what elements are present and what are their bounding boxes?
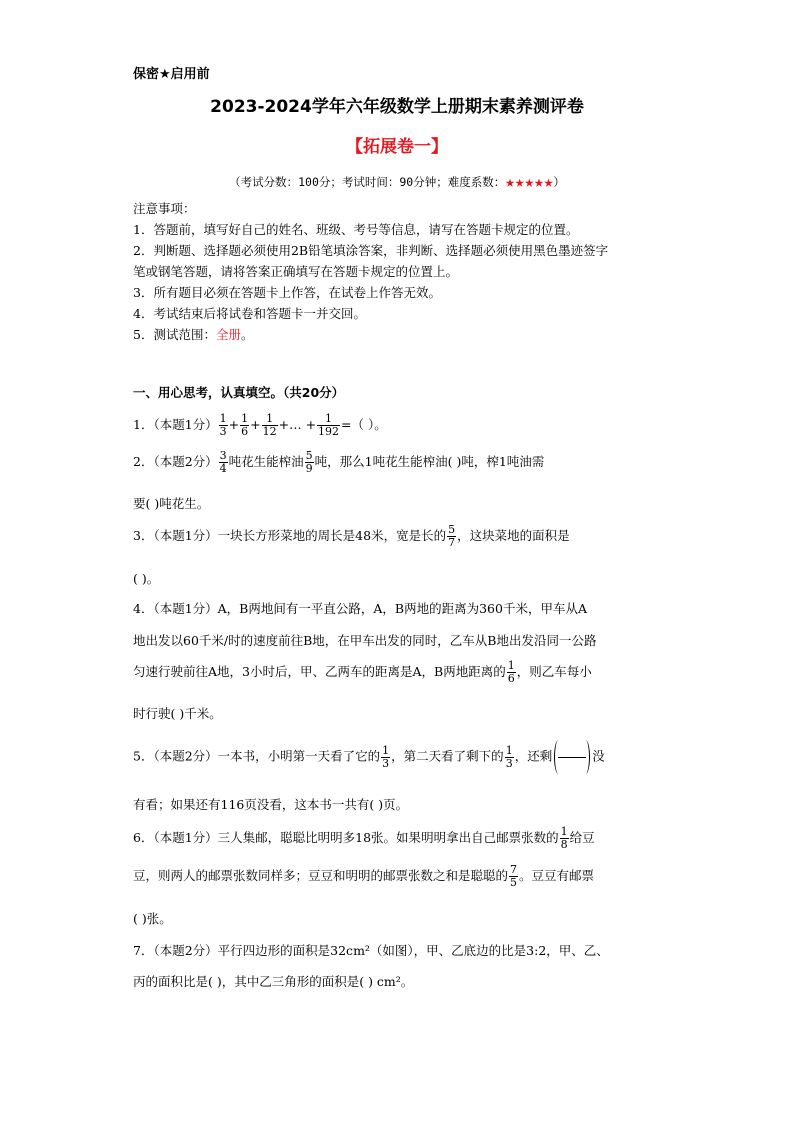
q1-frac-1: $\frac{1}{3}$ [219,412,227,438]
note-item-2b: 笔或钢笔答题，请将答案正确填写在答题卡规定的位置上。 [133,264,459,279]
question-4-line-4: 时行驶( )千米。 [133,706,222,721]
confidential-mark: 保密★启用前 [133,67,210,82]
note-item-2a: 2．判断题、选择题必须使用2B铅笔填涂答案，非判断、选择题必须使用黑色墨迹签字 [133,243,609,258]
question-4-line-2: 地出发以60千米/时的速度前往B地，在甲车出发的同时，乙车从B地出发沿同一公路 [133,633,597,648]
note-item-4: 4．考试结束后将试卷和答题卡一并交回。 [133,306,366,321]
question-2 [133,450,544,475]
q6-text-1: 6．（本题1分）三人集邮，聪聪比明明多18张。如果明明拿出自己邮票张数的 [133,830,559,845]
page-title: 2023-2024学年六年级数学上册期末素养测评卷 [210,97,584,117]
q6-frac-2: $\frac{7}{5}$ [510,863,518,889]
question-4-line-3 [133,660,592,685]
question-3-line-2: ( )。 [133,571,160,586]
notes-heading: 注意事项： [133,201,196,216]
q2-frac-1: $\frac{3}{4}$ [219,449,227,475]
q5-text-3: ，还剩 [514,748,553,764]
difficulty-stars: ★★★★★ [505,172,554,191]
q5-text-4: 没 [592,748,605,764]
q5-text-2: ，第二天看了剩下的 [391,748,504,764]
q6-text-3: 豆，则两人的邮票张数同样多；豆豆和明明的邮票张数之和是聪聪的 [133,868,509,883]
q5-fraction-blank [554,740,590,774]
q4-frac: $\frac{1}{6}$ [507,659,515,685]
question-1: 1．（本题1分） $\frac{1}{3}$ + $\frac{1}{6}$ + $\frac{1}{12}$ +… + $\frac{1}{192}$ =（ ）。 [133,412,387,438]
q1-frac-2: $\frac{1}{6}$ [241,412,249,438]
question-6-line-2 [133,864,594,889]
question-6-line-1 [133,826,595,851]
q4-text-2: ，则乙车每小 [516,664,592,679]
exam-info [0,172,794,191]
note-item-1: 1．答题前，填写好自己的姓名、班级、考号等信息，请写在答题卡规定的位置。 [133,222,579,237]
note-item-5 [133,324,673,345]
question-4-line-1: 4．（本题1分）A，B两地间有一平直公路，A，B两地的距离为360千米，甲车从A [133,601,587,616]
question-2-line-2: 要( )吨花生。 [133,496,210,511]
q3-frac: $\frac{5}{7}$ [448,523,456,549]
q6-frac-1: $\frac{1}{8}$ [560,825,568,851]
note-item-5-range: 全册 [215,327,241,342]
q6-text-2: 给豆 [569,830,595,845]
question-6-line-3: ( )张。 [133,911,172,926]
q2-prefix: 2．（本题2分） [133,454,218,469]
q5-prefix: 5．（本题2分） [133,748,218,764]
note-item-3: 3．所有题目必须在答题卡上作答，在试卷上作答无效。 [133,285,441,300]
question-7-line-1: 7．（本题2分）平行四边形的面积是32cm²（如图），甲、乙底边的比是3:2，甲、乙、 [133,943,609,958]
q6-text-4: 。豆豆有邮票 [519,868,595,883]
q2-text-1: 吨花生能榨油 [228,454,304,469]
q1-ellipsis: +… + [278,417,317,432]
q1-frac-4: $\frac{1}{192}$ [318,412,340,438]
q2-text-2: 吨，那么1吨花生能榨油( )吨，榨1吨油需 [314,454,545,469]
q3-prefix: 3．（本题1分） [133,528,218,543]
exam-info-end: ） [553,175,565,189]
question-5-line-2: 有看；如果还有116页没看，这本书一共有( )页。 [133,797,409,812]
q3-text-1: 一块长方形菜地的周长是48米，宽是长的 [217,528,447,543]
q3-text-2: ，这块菜地的面积是 [457,528,570,543]
page-subtitle: 【拓展卷一】 [346,137,448,157]
question-7-line-2: 丙的面积比是( )，其中乙三角形的面积是( ) cm²。 [133,974,414,989]
q1-frac-3: $\frac{1}{12}$ [262,412,277,438]
note-item-5-prefix: 5．测试范围： [133,327,216,342]
q1-prefix: 1．（本题1分） [133,417,218,432]
section-title: 一、用心思考，认真填空。（共20分） [133,385,345,400]
question-3 [133,524,570,549]
q5-text-1: 一本书，小明第一天看了它的 [217,748,381,764]
q4-text-1: 匀速行驶前往A地，3小时后，甲、乙两车的距离是A，B两地距离的 [133,664,506,679]
question-5 [133,740,605,774]
q5-frac-1: $\frac{1}{3}$ [382,743,390,770]
q1-answer-blank: =（ ）。 [341,417,387,432]
q5-frac-2: $\frac{1}{3}$ [505,743,513,770]
notes-block [133,198,673,345]
exam-info-text: （考试分数：100分；考试时间：90分钟；难度系数： [229,175,506,189]
note-item-5-suffix: 。 [240,327,254,342]
q2-frac-2: $\frac{5}{9}$ [305,449,313,475]
